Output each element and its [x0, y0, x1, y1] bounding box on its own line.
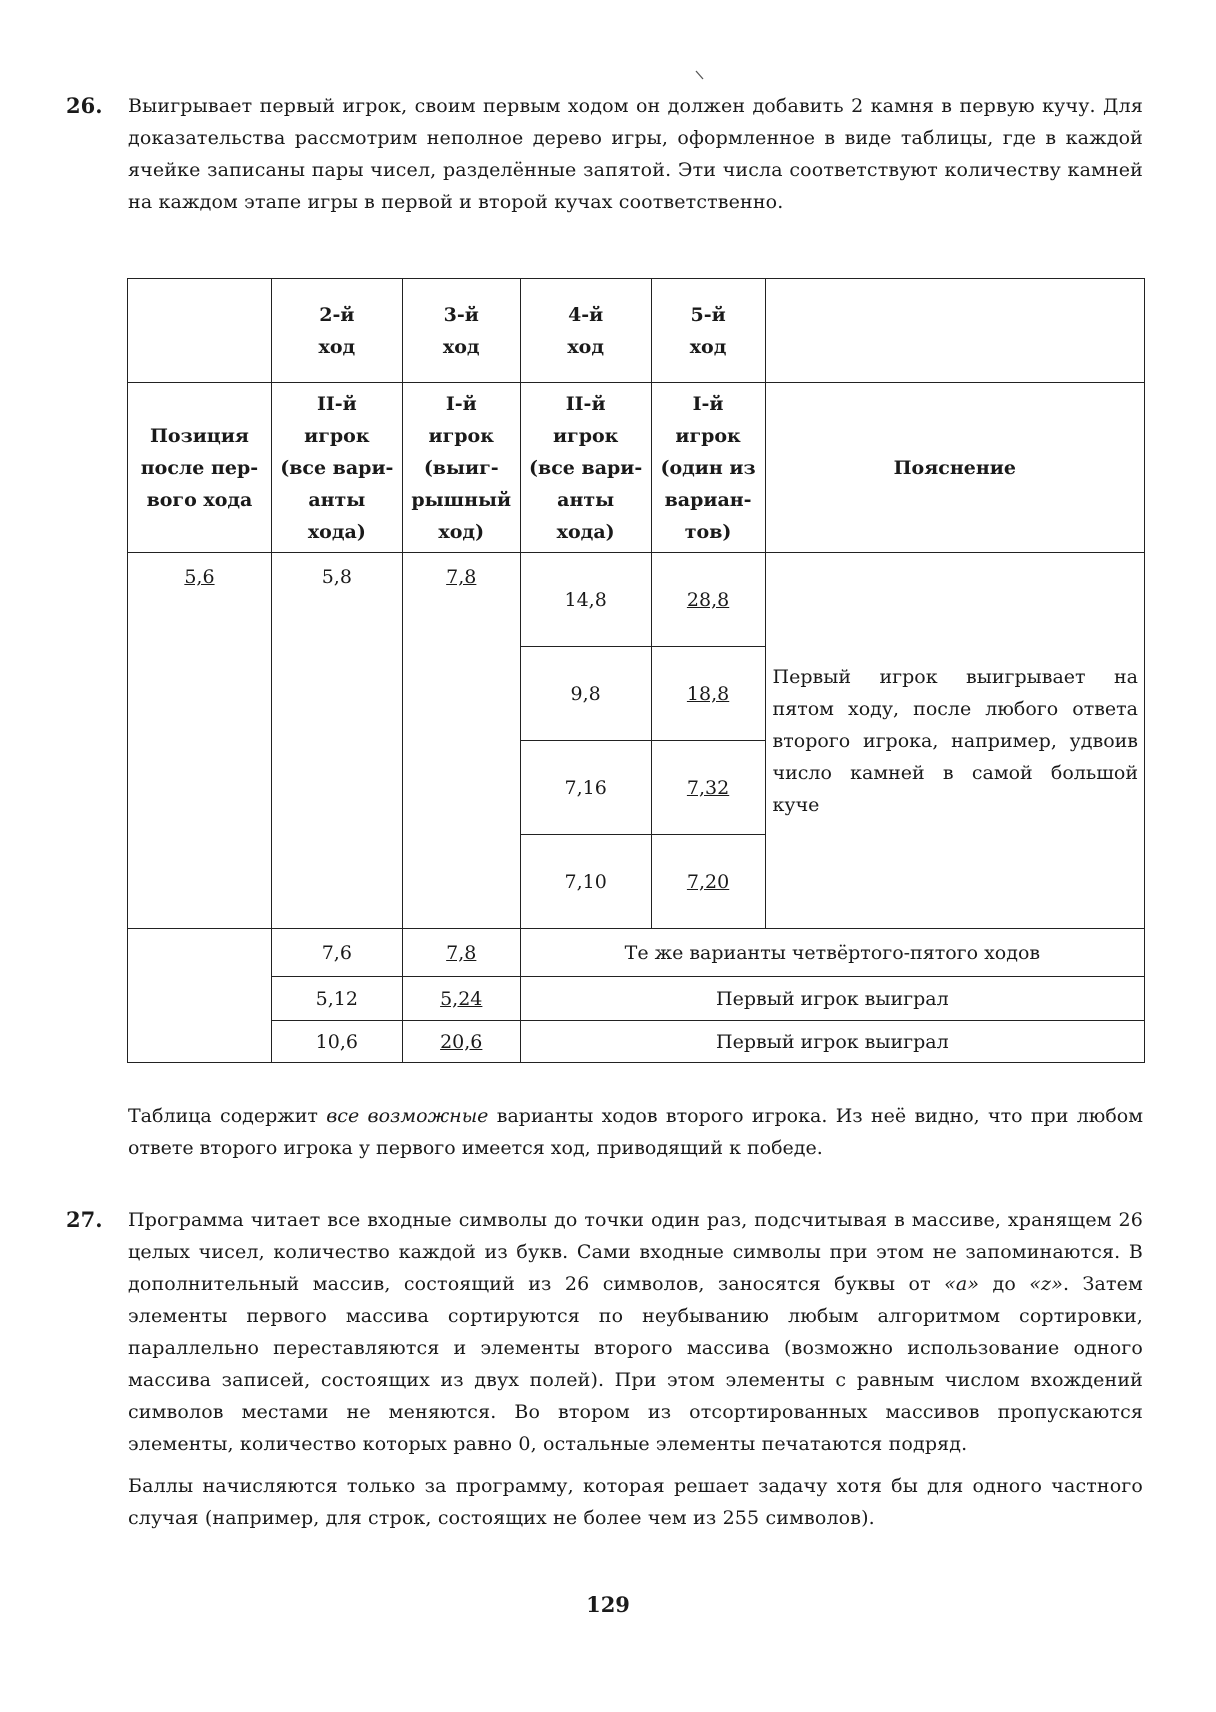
table-cell-empty — [128, 279, 272, 383]
cell-move3: 5,24 — [402, 977, 520, 1021]
problem-text — [128, 1204, 1143, 1534]
cell-move4: 9,8 — [520, 647, 651, 741]
problem-intro: Выигрывает первый игрок, своим первым ходом он должен добавить 2 камня в первую кучу. Для доказательства рассмотрим неполное дерево игры, оформленное в виде таблицы, где в каждой ячейке записаны пары чисел, разделённые запятой. Эти числа соответствуют количеству камней на каждом этапе игры в первой и второй кучах соответственно. — [128, 95, 1143, 213]
scan-artifact — [694, 70, 706, 82]
cell-move4: 7,16 — [520, 741, 651, 835]
cell-move3: 7,8 — [402, 929, 520, 977]
header-position: Позиция после пер- вого хода — [128, 383, 272, 553]
cell-move2: 5,12 — [271, 977, 402, 1021]
cell-first-position: 5,6 — [128, 553, 272, 929]
table-cell-empty — [765, 279, 1144, 383]
table-row — [128, 977, 1145, 1021]
header-move-3: 3-й ход — [402, 279, 520, 383]
table-conclusion: Таблица содержит все возможные варианты ходов второго игрока. Из неё видно, что при любом ответе второго игрока у первого имеется ход, приводящий к победе. — [128, 1105, 1143, 1159]
cell-move3: 7,8 — [402, 553, 520, 929]
header-player2-all: II-й игрок (все вари- анты хода) — [271, 383, 402, 553]
table-row — [128, 553, 1145, 647]
cell-note: Первый игрок выиграл — [520, 977, 1144, 1021]
header-move-5: 5-й ход — [651, 279, 765, 383]
cell-move5: 28,8 — [651, 553, 765, 647]
cell-move5: 18,8 — [651, 647, 765, 741]
cell-move4: 14,8 — [520, 553, 651, 647]
problem-number: 26. — [66, 93, 103, 118]
header-player1-win: I-й игрок (выиг- рышный ход) — [402, 383, 520, 553]
cell-move2: 7,6 — [271, 929, 402, 977]
cell-move2: 10,6 — [271, 1021, 402, 1063]
cell-move5: 7,20 — [651, 835, 765, 929]
cell-move5: 7,32 — [651, 741, 765, 835]
header-move-2: 2-й ход — [271, 279, 402, 383]
header-explanation: Пояснение — [765, 383, 1144, 553]
emphasis: все возможные — [326, 1105, 489, 1127]
problem-number: 27. — [66, 1207, 103, 1232]
paragraph: Баллы начисляются только за программу, которая решает задачу хотя бы для одного частного случая (например, для строк, состоящих не более чем из 255 символов). — [128, 1475, 1143, 1529]
table-row — [128, 1021, 1145, 1063]
game-tree-table — [127, 278, 1145, 1063]
table-row-headers — [128, 383, 1145, 553]
header-player1-one: I-й игрок (один из вариан- тов) — [651, 383, 765, 553]
table-row — [128, 929, 1145, 977]
header-move-4: 4-й ход — [520, 279, 651, 383]
table-row-moves — [128, 279, 1145, 383]
cell-move4: 7,10 — [520, 835, 651, 929]
header-player2-all-2: II-й игрок (все вари- анты хода) — [520, 383, 651, 553]
cell-move2: 5,8 — [271, 553, 402, 929]
page-number: 129 — [586, 1592, 630, 1617]
cell-move3: 20,6 — [402, 1021, 520, 1063]
cell-explanation: Первый игрок выигрывает на пятом ходу, после любого ответа второго игрока, например, удвоив число камней в самой большой куче — [765, 553, 1144, 929]
cell-note: Первый игрок выиграл — [520, 1021, 1144, 1063]
cell-note: Те же варианты четвёртого-пятого ходов — [520, 929, 1144, 977]
paragraph: Программа читает все входные символы до точки один раз, подсчитывая в массиве, хранящем 26 целых чисел, количество каждой из букв. Сами входные символы при этом не запоминаются. В дополнительный массив, состоящий из 26 символов, заносятся буквы от «a» до «z». Затем элементы первого массива сортируются по неубыванию любым алгоритмом сортировки, параллельно переставляются и элементы второго массива (возможно использование одного массива записей, состоящих из двух полей). При этом элементы с равным числом вхождений символов местами не меняются. Во втором из отсортированных массивов пропускаются элементы, количество которых равно 0, остальные элементы печатаются подряд. — [128, 1209, 1143, 1455]
table-cell-empty — [128, 929, 272, 1063]
